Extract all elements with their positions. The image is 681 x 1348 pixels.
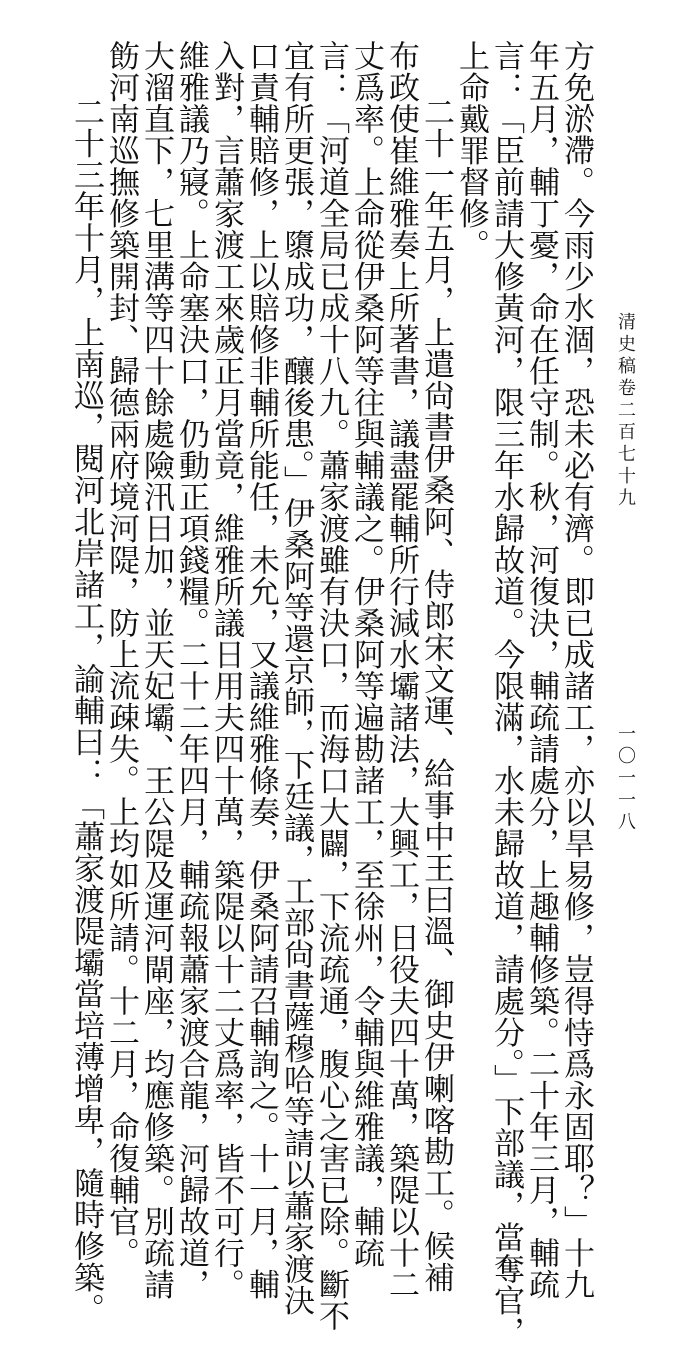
text-column: 言：「河道全局已成十八九。蕭家渡雖有決口，而海口大闢，下流疏通，腹心之害已除。斷不 (313, 40, 349, 1332)
text-column: 年五月，輔丁憂，命在任守制。秋，河復決，輔疏請處分，上趣輔修築。二十年三月，輔疏 (523, 40, 559, 1300)
text-column: 大溜直下，七里溝等四十餘處險汛日加，並天妃壩、王公隄及運河閘座，均應修築。別疏請 (138, 40, 174, 1300)
text-column: 飭河南巡撫修築開封、歸德兩府境河隄，防上流疎失。上均如所請。十二月，命復輔官。 (103, 40, 139, 1269)
text-column: 丈爲率。上命從伊桑阿等往與輔議之。伊桑阿等遍勘諸工，至徐州，令輔與維雅議，輔疏 (348, 40, 384, 1269)
page-title: 清史稿卷二百七十九 (615, 312, 636, 510)
text-column: 宜有所更張，隳成功，釀後患。」伊桑阿等還京師，下廷議，工部尙書薩穆哈等請以蕭家渡決 (278, 40, 314, 1316)
page-number: 一〇一一八 (615, 724, 636, 834)
text-column: 二十三年十月，上南巡，閱河北岸諸工，諭輔曰：「蕭家渡隄壩當培薄增卑，隨時修築。 (68, 96, 104, 1325)
text-column: 方免淤滯。今雨少水涸，恐未必有濟。即已成諸工，亦以旱易修，豈得恃爲永固耶？」十九 (558, 40, 594, 1300)
text-column: 口責輔賠修，上以賠修非輔所能任，未允，又議維雅條奏，伊桑阿請召輔詢之。十一月，輔 (243, 40, 279, 1300)
text-column: 二十一年五月，上遣尙書伊桑阿、侍郎宋文運、給事中王曰溫、御史伊喇喀勘工。候補 (418, 96, 454, 1293)
text-column: 布政使崔維雅奏上所著書，議盡罷輔所行減水壩諸法，大興工，日役夫四十萬，築隄以十二 (383, 40, 419, 1300)
text-column: 上命戴罪督修。 (453, 40, 489, 261)
text-column: 維雅議乃寢。上命塞決口，仍動正項錢糧。二十二年四月，輔疏報蕭家渡合龍，河歸故道， (173, 40, 209, 1300)
text-column: 言：「臣前請大修黃河，限三年水歸故道。今限滿，水未歸故道，請處分。」下部議，當奪官， (488, 40, 524, 1348)
text-column: 入對，言蕭家渡工來歲正月當竟，維雅所議日用夫四十萬，築隄以十二丈爲率，皆不可行。 (208, 40, 244, 1300)
